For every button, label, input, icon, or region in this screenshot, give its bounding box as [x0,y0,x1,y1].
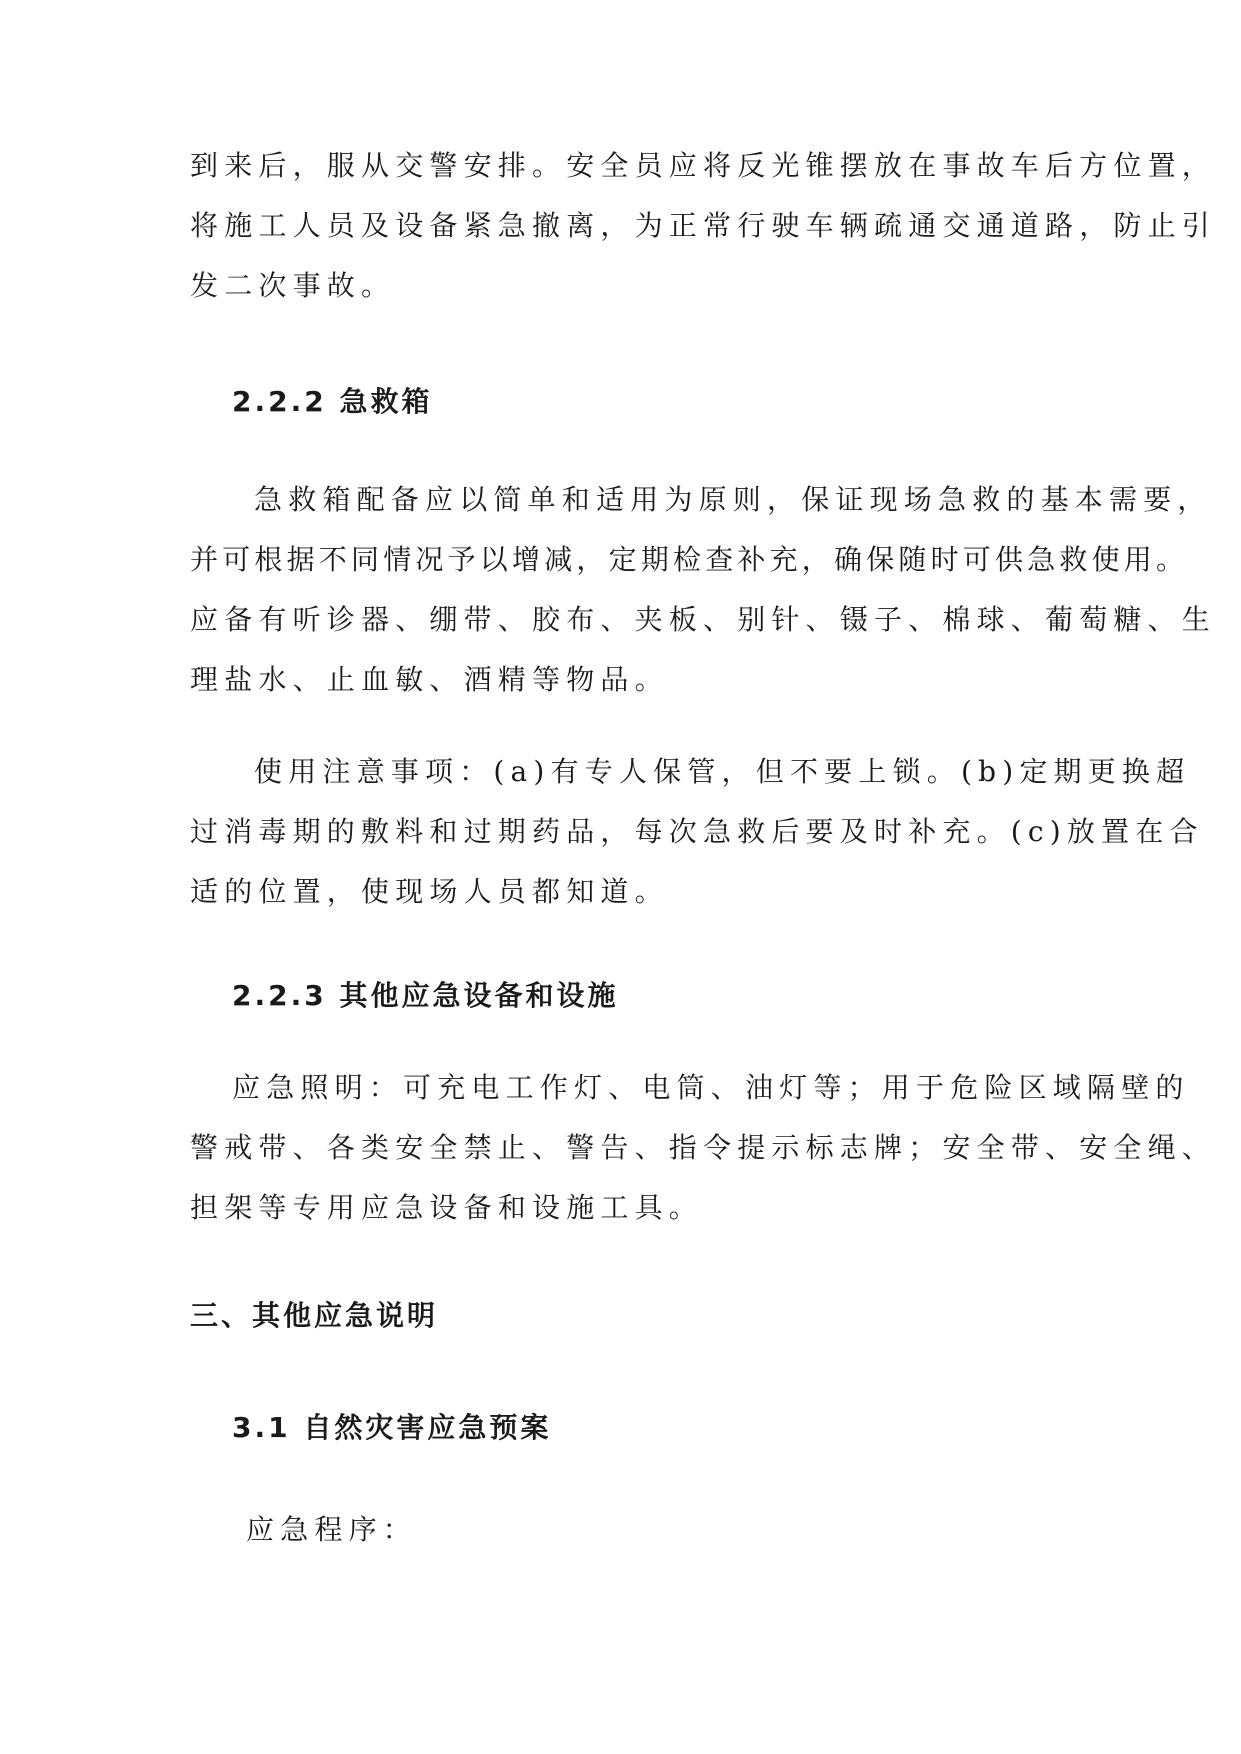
paragraph-line: 警戒带、各类安全禁止、警告、指令提示标志牌；安全带、安全绳、 [190,1131,1217,1164]
section-heading-2-2-3: 2.2.3 其他应急设备和设施 [232,979,619,1012]
chapter-heading-3: 三、其他应急说明 [190,1299,439,1332]
paragraph-line: 使用注意事项：(a)有专人保管，但不要上锁。(b)定期更换超 [254,755,1191,788]
paragraph-line: 担架等专用应急设备和设施工具。 [190,1191,704,1224]
paragraph-line: 适的位置，使现场人员都知道。 [190,875,669,908]
section-heading-2-2-2: 2.2.2 急救箱 [232,385,433,418]
section-heading-3-1: 3.1 自然灾害应急预案 [232,1411,552,1444]
paragraph-line: 发二次事故。 [190,269,396,302]
paragraph-line: 应备有听诊器、绷带、胶布、夹板、别针、镊子、棉球、葡萄糖、生 [190,603,1217,636]
paragraph-line: 到来后，服从交警安排。安全员应将反光锥摆放在事故车后方位置， [190,149,1217,182]
paragraph-line: 应急照明：可充电工作灯、电筒、油灯等；用于危险区域隔壁的 [232,1071,1190,1104]
paragraph-line: 理盐水、止血敏、酒精等物品。 [190,663,669,696]
paragraph-line: 应急程序： [246,1513,418,1546]
paragraph-line: 过消毒期的敷料和过期药品，每次急救后要及时补充。(c)放置在合 [190,815,1204,848]
paragraph-line: 并可根据不同情况予以增减，定期检查补充，确保随时可供急救使用。 [190,543,1189,576]
paragraph-line: 将施工人员及设备紧急撤离，为正常行驶车辆疏通交通道路，防止引 [190,209,1217,242]
paragraph-line: 急救箱配备应以简单和适用为原则，保证现场急救的基本需要， [254,483,1212,516]
